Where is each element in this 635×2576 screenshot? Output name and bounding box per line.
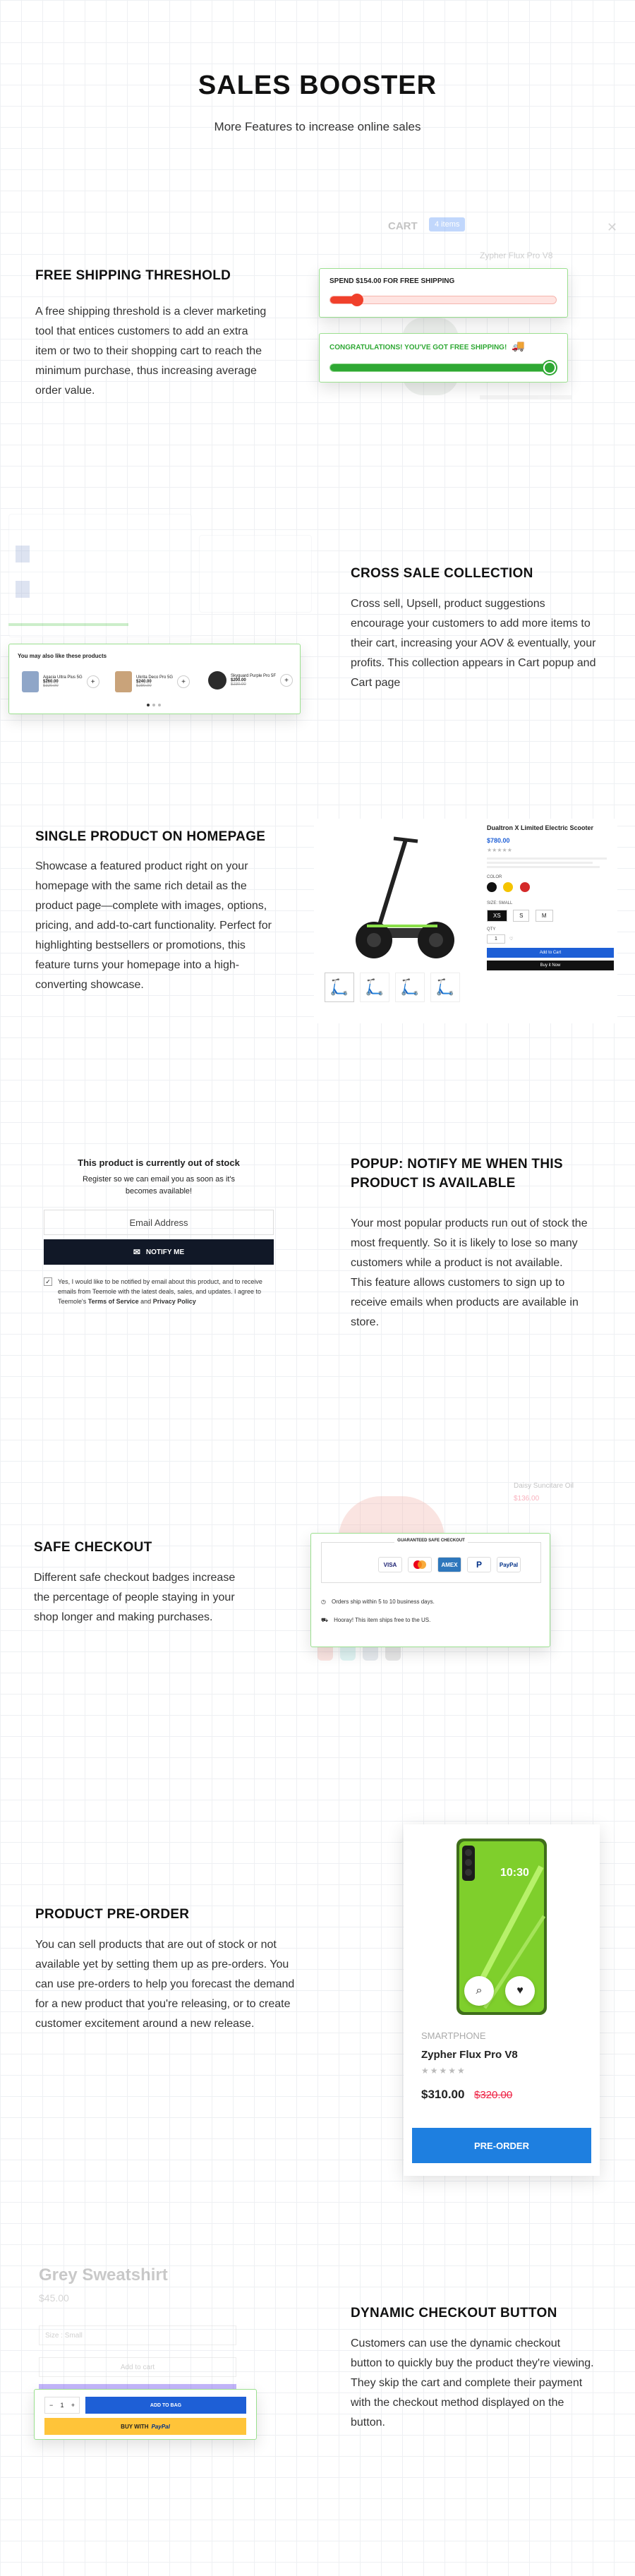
single-text: Showcase a featured product right on your homepage with the same rich detail as the product page—complete with images, options, pricing, and add-to-cart functionality. Perfect for highlighting bestsellers or promotions, this feature turns your homepage into a high-converting showcase.: [35, 860, 272, 991]
carousel-dots[interactable]: [147, 704, 161, 706]
product-old-price: $320.00: [474, 2089, 513, 2101]
notify-text: Your most popular products run out of stock the most frequently. So it is likely to lose so many customers while a product is not available. This feature allows customers to sign up to receive emails when products are available in store.: [351, 1217, 588, 1328]
size-select[interactable]: Size : Small: [39, 2325, 236, 2345]
crosssale-product[interactable]: [208, 671, 293, 690]
product-price: $260.00: [43, 680, 59, 684]
crosssale-title: CROSS SALE COLLECTION: [351, 566, 533, 581]
preorder-card: [404, 1824, 600, 2176]
notify-me-button[interactable]: [44, 1239, 274, 1265]
scooter-main-image: [325, 826, 466, 967]
bg-product-price: $136.00: [514, 1495, 540, 1503]
bg-product-name: Grey Sweatshirt: [39, 2265, 168, 2285]
consent-text: Yes, I would like to be notified by email about this product, and to receive emails from Teemole with the latest deals, sales, and updates. I agree to Teemole's Terms of Service and Privacy Policy: [58, 1278, 262, 1305]
qty-label: QTY: [487, 927, 496, 932]
notify-popup: [35, 1157, 282, 1369]
bg-product-name: Daisy Suncitare Oil: [514, 1482, 574, 1490]
truck-icon: 🚚: [512, 340, 525, 352]
crosssale-cart-mockup: [8, 507, 312, 641]
product-name: Zypher Flux Pro V8: [421, 2049, 518, 2061]
product-price: $310.00: [421, 2088, 465, 2101]
rating-stars: ★★★★★: [487, 847, 512, 853]
notify-title: POPUP: NOTIFY ME WHEN THIS PRODUCT IS AVAILABLE: [351, 1157, 563, 1191]
shipping-progress-track: [329, 296, 557, 304]
shipping-progress-knob: [351, 294, 363, 306]
safe-title: SAFE CHECKOUT: [34, 1540, 152, 1555]
email-field[interactable]: Email Address: [44, 1210, 274, 1235]
product-thumbnail: [115, 671, 132, 692]
phone-clock: 10:30: [500, 1867, 529, 1879]
buy-now-button[interactable]: Buy it Now: [487, 961, 614, 970]
paypal-p-icon: P: [467, 1557, 491, 1572]
page-title: SALES BOOSTER: [198, 71, 437, 100]
single-product-mockup: [314, 819, 617, 1023]
product-old-price: $320.00: [43, 684, 59, 688]
dynamic-product-mockup: [35, 2258, 261, 2491]
visa-icon: VISA: [378, 1557, 402, 1572]
add-to-cart-icon[interactable]: +: [280, 674, 293, 687]
shipping-complete-knob: [543, 361, 556, 374]
product-price: $240.00: [136, 680, 152, 684]
shipping-bar-label: SPEND $154.00 FOR FREE SHIPPING: [329, 277, 455, 285]
shipping-complete-label: CONGRATULATIONS! YOU'VE GOT FREE SHIPPING!: [329, 344, 507, 351]
quantity-stepper[interactable]: 1: [487, 934, 505, 944]
thumbnail[interactable]: 🛴: [395, 973, 425, 1002]
add-to-cart-icon[interactable]: +: [87, 675, 99, 688]
size-label: SIZE: SMALL: [487, 901, 513, 905]
shipping-title: FREE SHIPPING THRESHOLD: [35, 268, 231, 283]
color-swatch[interactable]: [503, 882, 513, 892]
cart-label: CART: [388, 220, 418, 232]
notify-popup-heading: This product is currently out of stock: [78, 1157, 240, 1168]
terms-link[interactable]: Terms of Service: [87, 1297, 139, 1305]
cart-count-badge: 4 items: [429, 217, 465, 231]
color-swatch[interactable]: [520, 882, 530, 892]
product-thumbnail: [22, 671, 39, 692]
shipping-time-text: Orders ship within 5 to 10 business days.: [331, 1599, 435, 1605]
crosssale-product[interactable]: [22, 671, 99, 692]
product-thumbnail: [208, 671, 226, 690]
size-options[interactable]: [487, 908, 614, 922]
color-swatch[interactable]: [487, 882, 497, 892]
thumbnail[interactable]: 🛴: [325, 973, 354, 1002]
mail-icon: ✉: [133, 1247, 140, 1257]
paypal-prefix: BUY WITH: [121, 2423, 149, 2430]
product-old-price: $280.00: [136, 684, 152, 688]
safe-checkout-badges: [310, 1533, 550, 1647]
size-option[interactable]: XS: [487, 910, 507, 922]
quantity-stepper[interactable]: − 1 +: [44, 2397, 80, 2414]
thumbnail[interactable]: 🛴: [360, 973, 389, 1002]
phone-image: [442, 1838, 561, 2015]
amex-icon: AMEX: [437, 1557, 461, 1572]
wishlist-heart-icon[interactable]: ♥: [505, 1976, 535, 2006]
paypal-checkout-button[interactable]: [44, 2418, 246, 2435]
bg-product-price: $45.00: [39, 2292, 69, 2304]
dynamic-title: DYNAMIC CHECKOUT BUTTON: [351, 2306, 557, 2321]
notify-popup-sub: Register so we can email you as soon as it's becomes available!: [82, 1175, 236, 1196]
product-name: Ukrita Deco Pro 5G: [136, 675, 174, 680]
consent-checkbox[interactable]: ✓: [44, 1277, 52, 1286]
shipping-bar-progress: [319, 268, 568, 318]
safe-badge-title: GUARANTEED SAFE CHECKOUT: [394, 1539, 468, 1543]
color-label: COLOR: [487, 875, 502, 879]
notify-me-label: NOTIFY ME: [145, 1248, 185, 1256]
cart-product-name: Zypher Flux Pro V8: [480, 251, 553, 260]
privacy-link[interactable]: Privacy Policy: [152, 1297, 196, 1305]
dynamic-text: Customers can use the dynamic checkout button to quickly buy the product they're viewing. They skip the cart and complete their payment with the checkout method displayed on the button.: [351, 2337, 594, 2428]
add-to-cart-button[interactable]: Add to Cart: [487, 948, 614, 958]
page-subtitle: More Features to increase online sales: [214, 120, 421, 133]
crosssale-product[interactable]: [115, 671, 190, 692]
crosssale-text: Cross sell, Upsell, product suggestions encourage your customers to add more items to their cart, increasing your AOV & eventually, your profits. This collection appears in Cart popup and Cart page: [351, 598, 596, 689]
truck-icon: ⛟: [321, 1617, 329, 1623]
shipping-text: A free shipping threshold is a clever marketing tool that entices customers to add an extra item or two to their shopping cart to reach the minimum purchase, thus increasing average order value.: [35, 306, 267, 397]
free-shipping-text: Hooray! This item ships free to the US.: [334, 1617, 431, 1623]
thumbnail-strip[interactable]: [325, 973, 460, 1002]
preorder-button[interactable]: PRE-ORDER: [412, 2128, 591, 2163]
shipping-cart-mockup: [310, 212, 621, 445]
share-icon[interactable]: ♡: [509, 937, 514, 941]
product-name: Dualtron X Limited Electric Scooter: [487, 824, 594, 831]
product-category: SMARTPHONE: [421, 2030, 486, 2041]
paypal-icon: PayPal: [497, 1557, 521, 1572]
rating-stars: ★★★★★: [421, 2066, 466, 2076]
size-option[interactable]: S: [513, 910, 529, 922]
shipping-bar-complete: [319, 333, 568, 383]
mastercard-icon: [408, 1557, 432, 1572]
paypal-logo-icon: PayPal: [151, 2423, 170, 2430]
safe-text: Different safe checkout badges increase the percentage of people staying in your shop longer and making purchases.: [34, 1572, 236, 1623]
preorder-text: You can sell products that are out of stock or not available yet by setting them up as pre-orders. You can use pre-orders to help you forecast the demand for a new product that you're releasing, or to create customer excitement around a new release.: [35, 1939, 295, 2030]
payment-icons: [378, 1557, 521, 1572]
product-info: [487, 824, 614, 970]
product-price: $200.00: [231, 678, 246, 682]
preorder-title: PRODUCT PRE-ORDER: [35, 1907, 190, 1922]
crosssale-popup-title: You may also like these products: [18, 653, 107, 659]
bg-add-to-cart[interactable]: Add to cart: [39, 2357, 236, 2377]
add-to-cart-icon[interactable]: +: [177, 675, 190, 688]
size-option[interactable]: M: [536, 910, 553, 922]
product-name: Agacia Ultra Plus 5G: [43, 675, 83, 680]
thumbnail[interactable]: 🛴: [430, 973, 460, 1002]
crosssale-popup: [8, 644, 301, 714]
add-to-bag-button[interactable]: ADD TO BAG: [85, 2397, 246, 2414]
single-title: SINGLE PRODUCT ON HOMEPAGE: [35, 829, 266, 844]
product-old-price: $230.00: [231, 682, 246, 687]
quickview-icon[interactable]: ⌕: [464, 1976, 494, 2006]
color-swatches[interactable]: [487, 882, 614, 896]
product-name: Skyguard Purple Pro 5F: [231, 674, 277, 678]
clock-icon: ◷: [321, 1599, 326, 1605]
product-price: $780.00: [487, 837, 510, 844]
close-icon[interactable]: ✕: [607, 220, 618, 234]
dynamic-checkout-widget: [34, 2389, 257, 2440]
shipping-complete-track: [329, 363, 557, 372]
shipping-complete-fill: [330, 364, 556, 371]
